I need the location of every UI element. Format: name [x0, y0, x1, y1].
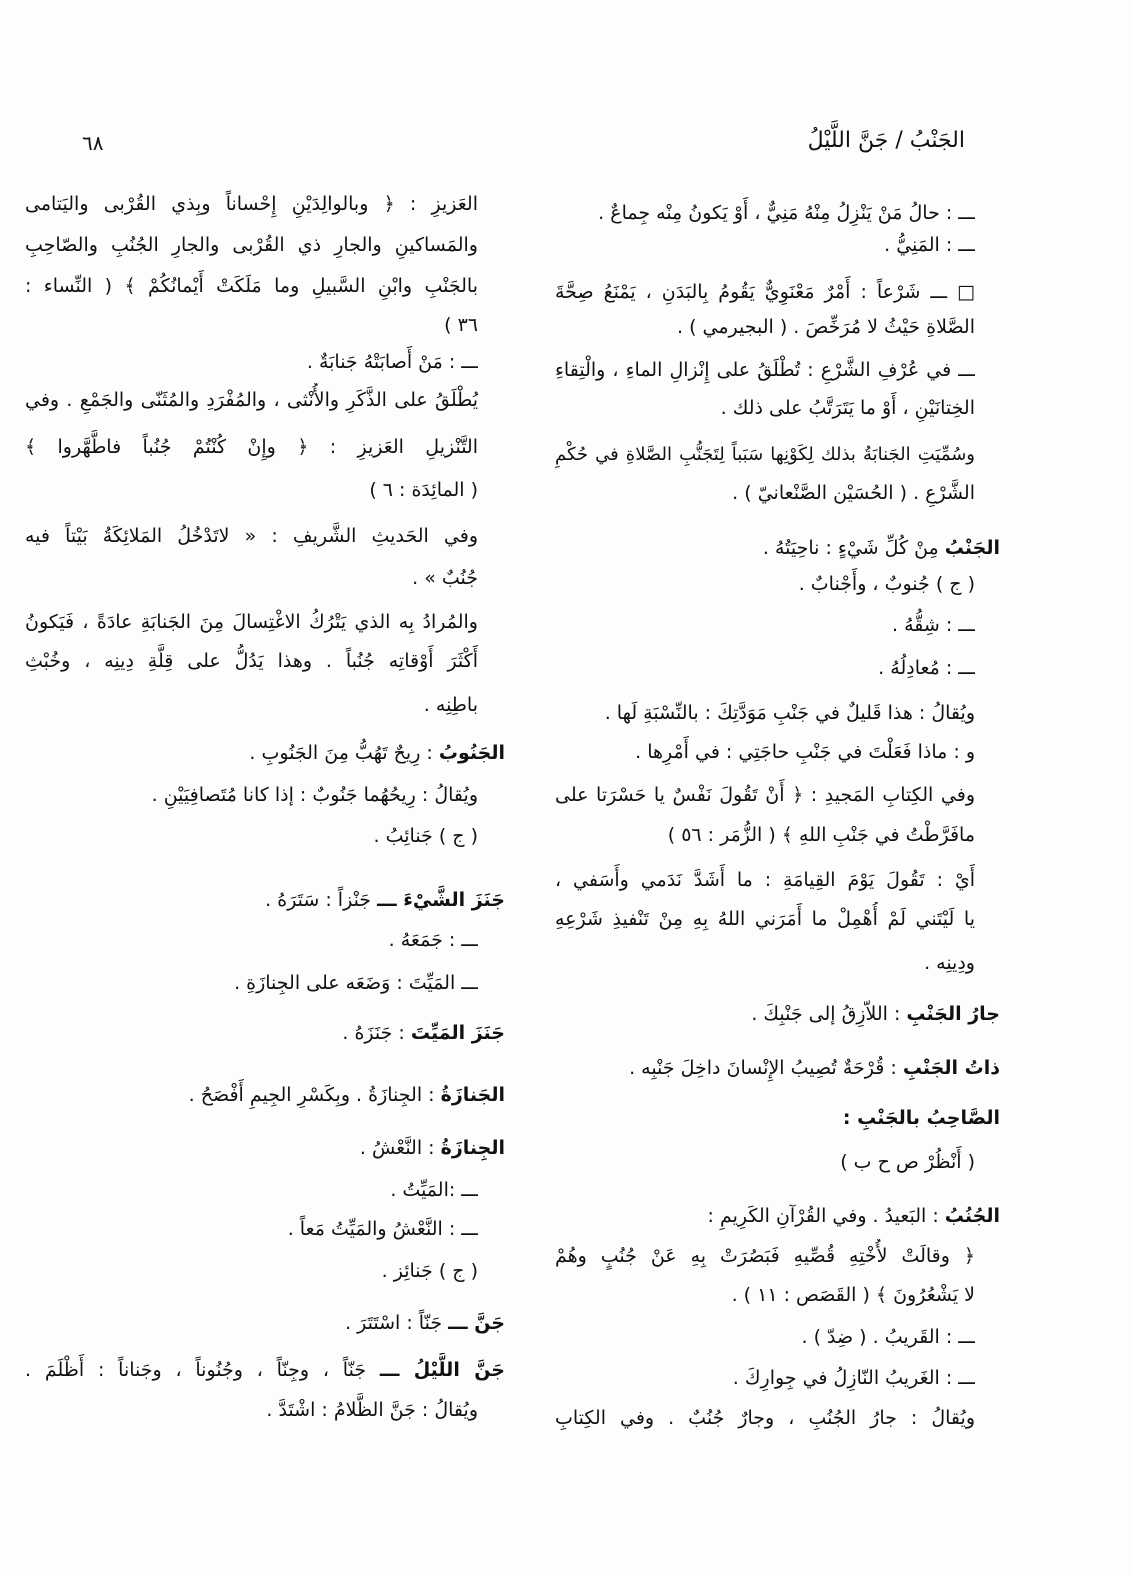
- quotation-line: والمَساكينِ والجارِ ذي القُرْبى والجارِ الجُنُبِ والصّاحِبِ: [25, 234, 478, 256]
- headword: الجُنُبُ: [944, 1205, 1000, 1227]
- running-header-title: الجَنْبُ / جَنَّ اللَّيْلُ: [807, 128, 965, 153]
- headword: الجِنازَةُ: [440, 1137, 505, 1159]
- headword: جَنَّ اللَّيْلُ ـــ: [379, 1359, 505, 1381]
- entry-definition: جَنّاً ، وجِنّاً ، وجُنُوناً ، وجَناناً : أَظْلَمَ .: [25, 1359, 380, 1381]
- quotation-line: لا يَشْعُرُونَ ﴾ ( القَصَص : ١١ ) .: [731, 1284, 975, 1306]
- headword: ذاتُ الجَنْبِ: [902, 1057, 1000, 1079]
- definition-line: أَيْ : تَقُولَ يَوْمَ القِيامَةِ : ما أَشَدَّ نَدَمي وأَسَفي ،: [555, 869, 975, 891]
- entry-definition: : النَّعْشُ .: [359, 1137, 441, 1159]
- definition-line: ـــ : جَمَعَهُ .: [388, 929, 478, 951]
- definition-line: و : ماذا فَعَلْتَ في جَنْبِ حاجَتِي : في أَمْرِها .: [635, 741, 975, 763]
- entry-line: [555, 1199, 1000, 1233]
- definition-line: يُطْلَقُ على الذَّكَرِ والأُنْثى ، والمُفْرَدِ والمُثَنّى والجَمْعِ . وفي: [25, 389, 478, 411]
- headword: الصَّاحِبُ بالجَنْبِ :: [842, 1107, 1000, 1129]
- definition-line: ـــ في عُرْفِ الشَّرْعِ : تُطْلَقُ على إِنْزالِ الماءِ ، والْتِقاءِ: [555, 359, 975, 381]
- entry-line: [25, 1078, 505, 1112]
- entry-definition: : اللاّزِقُ إلى جَنْبِكَ .: [751, 1003, 907, 1025]
- definition-line: والمُرادُ بِه الذي يَتْرُكُ الاغْتِسالَ مِنَ الجَنابَةِ عادَةً ، فَيَكونُ: [25, 611, 478, 633]
- quotation-line: العَزيزِ : ﴿ وبالوالِدَيْنِ إِحْساناً وبِذي القُرْبى واليَتامى: [25, 193, 478, 215]
- entry-definition: جَنْزاً : سَتَرَهُ .: [265, 889, 378, 911]
- headword: جارُ الجَنْبِ: [906, 1003, 1000, 1025]
- headword: جَنَزَ الشَّيْءَ ـــ: [377, 889, 505, 911]
- definition-line: ويُقالُ : جَنَّ الظَّلامُ : اشْتَدَّ .: [266, 1399, 478, 1421]
- entry-line: [555, 1101, 1000, 1135]
- definition-line: ـــ : النَّعْشُ والمَيِّتُ مَعاً .: [287, 1218, 478, 1240]
- entry-definition: : رِيحٌ تَهُبُّ مِنَ الجَنُوبِ .: [249, 742, 439, 764]
- quotation-line: ( المائِدَة : ٦ ): [369, 479, 478, 501]
- entry-line: [555, 997, 1000, 1031]
- headword: الجَنُوبُ: [438, 742, 505, 764]
- definition-line: يا لَيْتَني لَمْ أُهْمِلْ ما أَمَرَني اللهُ بِهِ مِنْ تَنْفيذِ شَرْعِهِ: [555, 908, 975, 930]
- entry-line: [25, 883, 505, 917]
- definition-line: ـــ : الغَريبُ النّازِلُ في جِوارِكَ .: [732, 1367, 975, 1389]
- definition-line: ـــ : حالُ مَنْ يَنْزِلُ مِنْهُ مَنِيٌّ ، أَوْ يَكونُ مِنْه جِماعٌ .: [598, 202, 975, 224]
- entry-line: [25, 1353, 505, 1387]
- definition-line: الصَّلاةِ حَيْثُ لا مُرَخِّصَ . ( البجيرمي ) .: [676, 316, 975, 338]
- cross-reference: ( أَنْظُرْ ص ح ب ): [840, 1151, 975, 1173]
- entry-definition: : الجِنازَةُ . وبِكَسْرِ الجِيمِ أَفْصَحُ .: [188, 1084, 441, 1106]
- quotation-line: ٣٦ ): [444, 314, 478, 336]
- definition-line: ـــ : مُعادِلُهُ .: [878, 657, 975, 679]
- quotation-line: التَّنْزيلِ العَزيزِ : ﴿ وإِنْ كُنْتُمْ جُنُباً فاطَّهَّروا ﴾: [25, 436, 478, 458]
- headword: الجَنْبُ: [944, 537, 1000, 559]
- definition-line: الشَّرْعِ . ( الحُسَيْن الصَّنْعانيّ ) .: [732, 482, 975, 504]
- entry-line: [555, 1051, 1000, 1085]
- definition-line: ـــ : المَنِيُّ .: [884, 234, 975, 256]
- definition-line: ويُقالُ : رِيحُهُما جَنُوبٌ : إذا كانا مُتَصافِيَيْنِ .: [151, 784, 478, 806]
- definition-line: ويُقالُ : هذا قَليلٌ في جَنْبِ مَوَدَّتِكَ : بالنِّسْبَةِ لَها .: [604, 702, 975, 724]
- entry-definition: مِنْ كُلِّ شَيْءٍ : ناحِيَتُهُ .: [762, 537, 945, 559]
- definition-line: أَكْثَرَ أَوْقاتِه جُنُباً . وهذا يَدُلُّ على قِلَّةِ دِينِه ، وخُبْثِ: [25, 650, 478, 672]
- definition-line: وسُمِّيَتِ الجَنابَةُ بذلك لِكَوْنِها سَبَباً لِتَجَنُّبِ الصَّلاةِ في حُكْمِ: [555, 444, 975, 465]
- plural-line: ( ج ) جَنائِبُ .: [373, 825, 478, 847]
- entry-line: [555, 531, 1000, 565]
- entry-line: [25, 1016, 505, 1050]
- quotation-line: وفي الحَديثِ الشَّريفِ : « لاتَدْخُلُ المَلائِكَةُ بَيْتاً فيه: [25, 525, 478, 547]
- definition-line: الخِتانَيْنِ ، أَوْ ما يَتَرَتَّبُ على ذلك .: [720, 397, 975, 419]
- definition-line: ـــ :المَيِّتُ .: [390, 1179, 478, 1201]
- entry-line: [25, 1306, 505, 1340]
- entry-line: [25, 736, 505, 770]
- definition-line: ـــ : مَنْ أَصابَتْهُ جَنابَةٌ .: [306, 351, 478, 373]
- entry-definition: : قُرْحَةٌ تُصِيبُ الإِنْسانَ داخِلَ جَنْبِه .: [629, 1057, 903, 1079]
- page-number: ٦٨: [82, 131, 104, 155]
- quotation-line: ﴿ وقالَتْ لأُخْتِهِ قُصِّيهِ فَبَصُرَتْ بِهِ عَنْ جُنُبٍ وهُمْ: [555, 1245, 975, 1267]
- plural-line: ( ج ) جُنوبٌ ، وأَجْنابٌ .: [798, 573, 975, 595]
- definition-line: ـــ : شِقُّهُ .: [892, 614, 975, 636]
- entry-definition: جَنّاً : اسْتَتَرَ .: [345, 1312, 449, 1334]
- quotation-line: وفي الكِتابِ المَجيدِ : ﴿ أَنْ تَقُولَ نَفْسٌ يا حَسْرَتا على: [555, 784, 975, 806]
- headword: جَنَزَ المَيِّتَ: [410, 1022, 505, 1044]
- entry-definition: : البَعيدُ . وفي القُرْآنِ الكَرِيمِ :: [707, 1205, 945, 1227]
- definition-line: ويُقالُ : جارُ الجُنُبِ ، وجارٌ جُنُبٌ . وفي الكِتابِ: [555, 1407, 975, 1429]
- definition-line: ـــ : القَريبُ . ( ضِدّ ) .: [801, 1326, 975, 1348]
- definition-line: ودِينِه .: [924, 952, 975, 974]
- definition-line: باطِنِه .: [423, 694, 478, 716]
- entry-line: [25, 1131, 505, 1165]
- definition-line: □ ـــ شَرْعاً : أَمْرٌ مَعْنَوِيٌّ يَقُومُ بِالبَدَنِ ، يَمْنَعُ صِحَّةَ: [555, 281, 975, 303]
- quotation-line: مافَرَّطْتُ في جَنْبِ اللهِ ﴾ ( الزُّمَر : ٥٦ ): [667, 824, 975, 846]
- quotation-line: جُنُبٌ » .: [412, 567, 478, 589]
- entry-definition: : جَنَزَهُ .: [342, 1022, 411, 1044]
- headword: الجَنازَةُ: [440, 1084, 505, 1106]
- definition-line: ـــ المَيِّتَ : وَضَعَه على الجِنازَةِ .: [234, 972, 478, 994]
- plural-line: ( ج ) جَنائِز .: [381, 1260, 478, 1282]
- headword: جَنَّ ـــ: [448, 1312, 505, 1334]
- quotation-line: بالجَنْبِ وابْنِ السَّبيلِ وما مَلَكَتْ أَيْمانُكُمْ ﴾ ( النِّساء :: [25, 275, 478, 297]
